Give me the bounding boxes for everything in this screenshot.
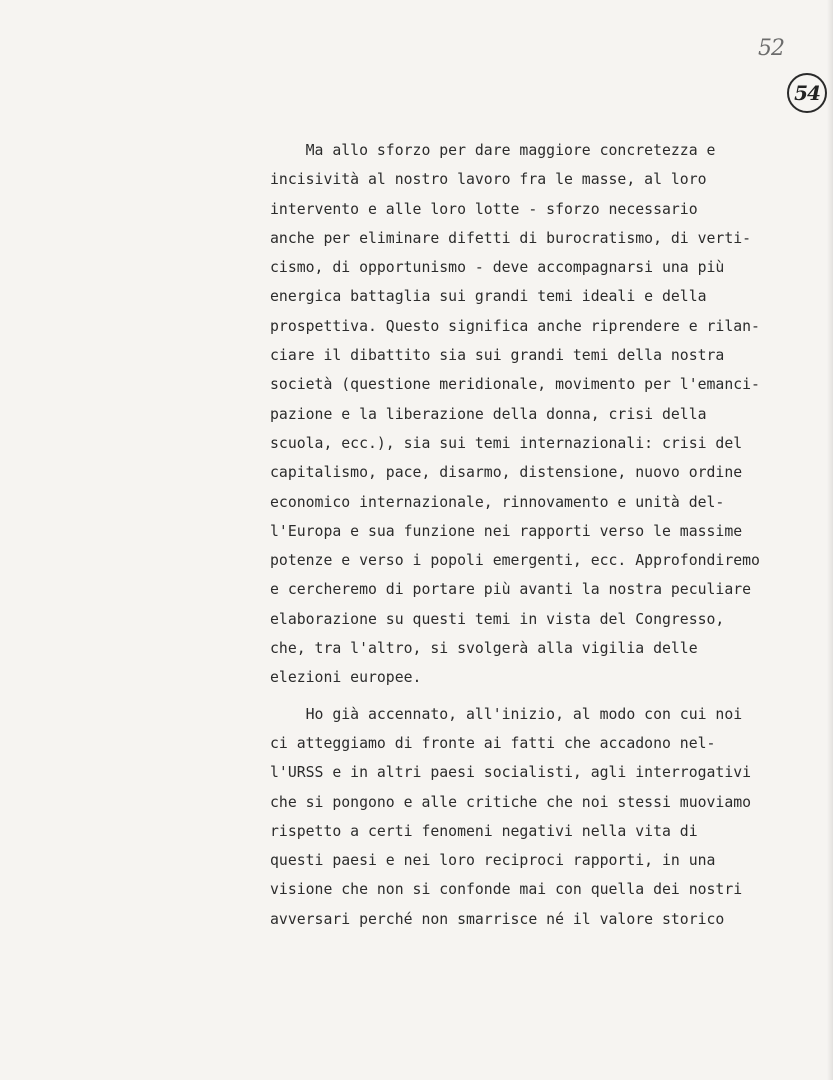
text-line: ci atteggiamo di fronte ai fatti che accadono nel- xyxy=(270,734,716,752)
paragraph-gap xyxy=(270,693,810,700)
page-edge-shadow xyxy=(827,0,833,1080)
text-line: ciare il dibattito sia sui grandi temi della nostra xyxy=(270,347,725,365)
text-line: visione che non si confonde mai con quella dei nostri xyxy=(270,881,743,899)
text-line: società (questione meridionale, movimento per l'emanci- xyxy=(270,376,760,394)
text-line: Ma allo sforzo per dare maggiore concretezza e xyxy=(270,142,716,159)
text-line: che, tra l'altro, si svolgerà alla vigilia delle xyxy=(270,640,698,658)
text-line: anche per eliminare difetti di burocratismo, di verti- xyxy=(270,229,752,247)
typewritten-text xyxy=(270,136,810,934)
text-line: rispetto a certi fenomeni negativi nella vita di xyxy=(270,822,698,840)
circled-page-number xyxy=(787,73,827,113)
text-line: energica battaglia sui grandi temi ideali e della xyxy=(270,288,707,306)
circled-page-number-text: 54 xyxy=(794,81,820,105)
text-line: intervento e alle loro lotte - sforzo necessario xyxy=(270,200,698,218)
text-line: e cercheremo di portare più avanti la nostra peculiare xyxy=(270,581,752,599)
text-line: scuola, ecc.), sia sui temi internazionali: crisi del xyxy=(270,434,743,452)
text-line: incisività al nostro lavoro fra le masse, al loro xyxy=(270,171,707,189)
text-line: economico internazionale, rinnovamento e unità del- xyxy=(270,493,725,511)
text-line: questi paesi e nei loro reciproci rapporti, in una xyxy=(270,852,716,870)
text-line: che si pongono e alle critiche che noi stessi muoviamo xyxy=(270,793,752,811)
text-line: l'Europa e sua funzione nei rapporti verso le massime xyxy=(270,522,743,540)
handwritten-page-number: 52 xyxy=(758,36,784,61)
text-line: Ho già accennato, all'inizio, al modo con cui noi xyxy=(270,705,743,723)
text-line: cismo, di opportunismo - deve accompagnarsi una più xyxy=(270,259,725,277)
text-line: avversari perché non smarrisce né il valore storico xyxy=(270,910,725,928)
paragraph xyxy=(270,700,810,934)
text-line: elaborazione su questi temi in vista del Congresso, xyxy=(270,610,725,628)
text-line: pazione e la liberazione della donna, crisi della xyxy=(270,405,707,423)
text-line: l'URSS e in altri paesi socialisti, agli interrogativi xyxy=(270,764,752,782)
text-line: capitalismo, pace, disarmo, distensione, nuovo ordine xyxy=(270,464,743,482)
paragraph xyxy=(270,136,810,693)
text-line: prospettiva. Questo significa anche riprendere e rilan- xyxy=(270,317,760,335)
text-line: elezioni europee. xyxy=(270,669,422,687)
text-line: potenze e verso i popoli emergenti, ecc. Approfondiremo xyxy=(270,552,760,570)
